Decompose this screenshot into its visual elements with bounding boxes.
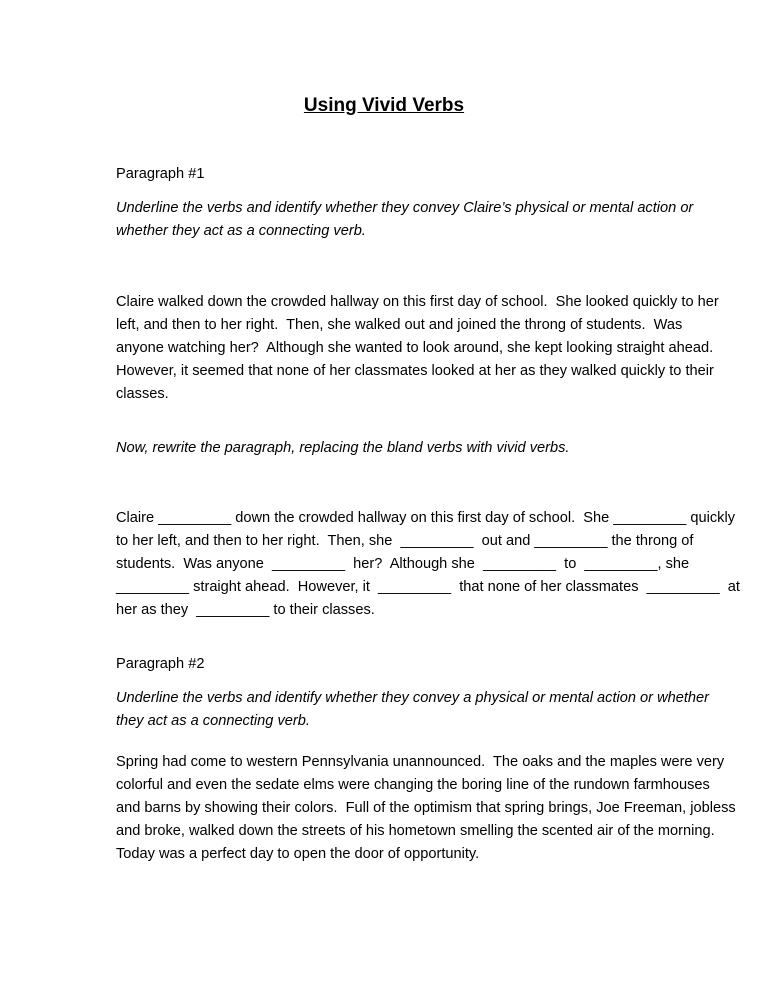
text-line: anyone watching her? Although she wanted to look around, she kept looking straight ahead. [116,340,714,356]
text-line: students. Was anyone _________ her? Although she _________ to _________, she [116,556,690,572]
paragraph-1-text [116,291,719,406]
text-line: Claire walked down the crowded hallway on this first day of school. She looked quickly to her [116,294,719,310]
text-line: Underline the verbs and identify whether they convey a physical or mental action or whether [116,690,709,706]
text-line: Spring had come to western Pennsylvania unannounced. The oaks and the maples were very [116,754,725,770]
text-line: and broke, walked down the streets of his hometown smelling the scented air of the morning. [116,823,715,839]
paragraph-1-heading: Paragraph #1 [116,166,205,182]
rewrite-instruction: Now, rewrite the paragraph, replacing the bland verbs with vivid verbs. [116,440,570,456]
text-line: Claire _________ down the crowded hallway on this first day of school. She _________ quickly [116,510,736,526]
paragraph-2-text [116,751,736,866]
paragraph-2-instruction [116,687,709,733]
page-title: Using Vivid Verbs [303,95,465,116]
paragraph-1-instruction [116,197,694,243]
text-line: they act as a connecting verb. [116,713,310,729]
text-line: Underline the verbs and identify whether they convey Claire’s physical or mental action or [116,200,694,216]
text-line: _________ straight ahead. However, it _________ that none of her classmates _________ at [116,579,740,595]
text-line: whether they act as a connecting verb. [116,223,366,239]
fill-in-paragraph [116,507,740,622]
text-line: her as they _________ to their classes. [116,602,375,618]
paragraph-2-heading: Paragraph #2 [116,656,205,672]
text-line: and barns by showing their colors. Full of the optimism that spring brings, Joe Freeman, jobless [116,800,736,816]
text-line: However, it seemed that none of her classmates looked at her as they walked quickly to their [116,363,714,379]
text-line: colorful and even the sedate elms were changing the boring line of the rundown farmhouses [116,777,710,793]
text-line: to her left, and then to her right. Then, she _________ out and _________ the throng of [116,533,694,549]
text-line: Today was a perfect day to open the door of opportunity. [116,846,480,862]
text-line: classes. [116,386,169,402]
text-line: left, and then to her right. Then, she walked out and joined the throng of students. Was [116,317,683,333]
